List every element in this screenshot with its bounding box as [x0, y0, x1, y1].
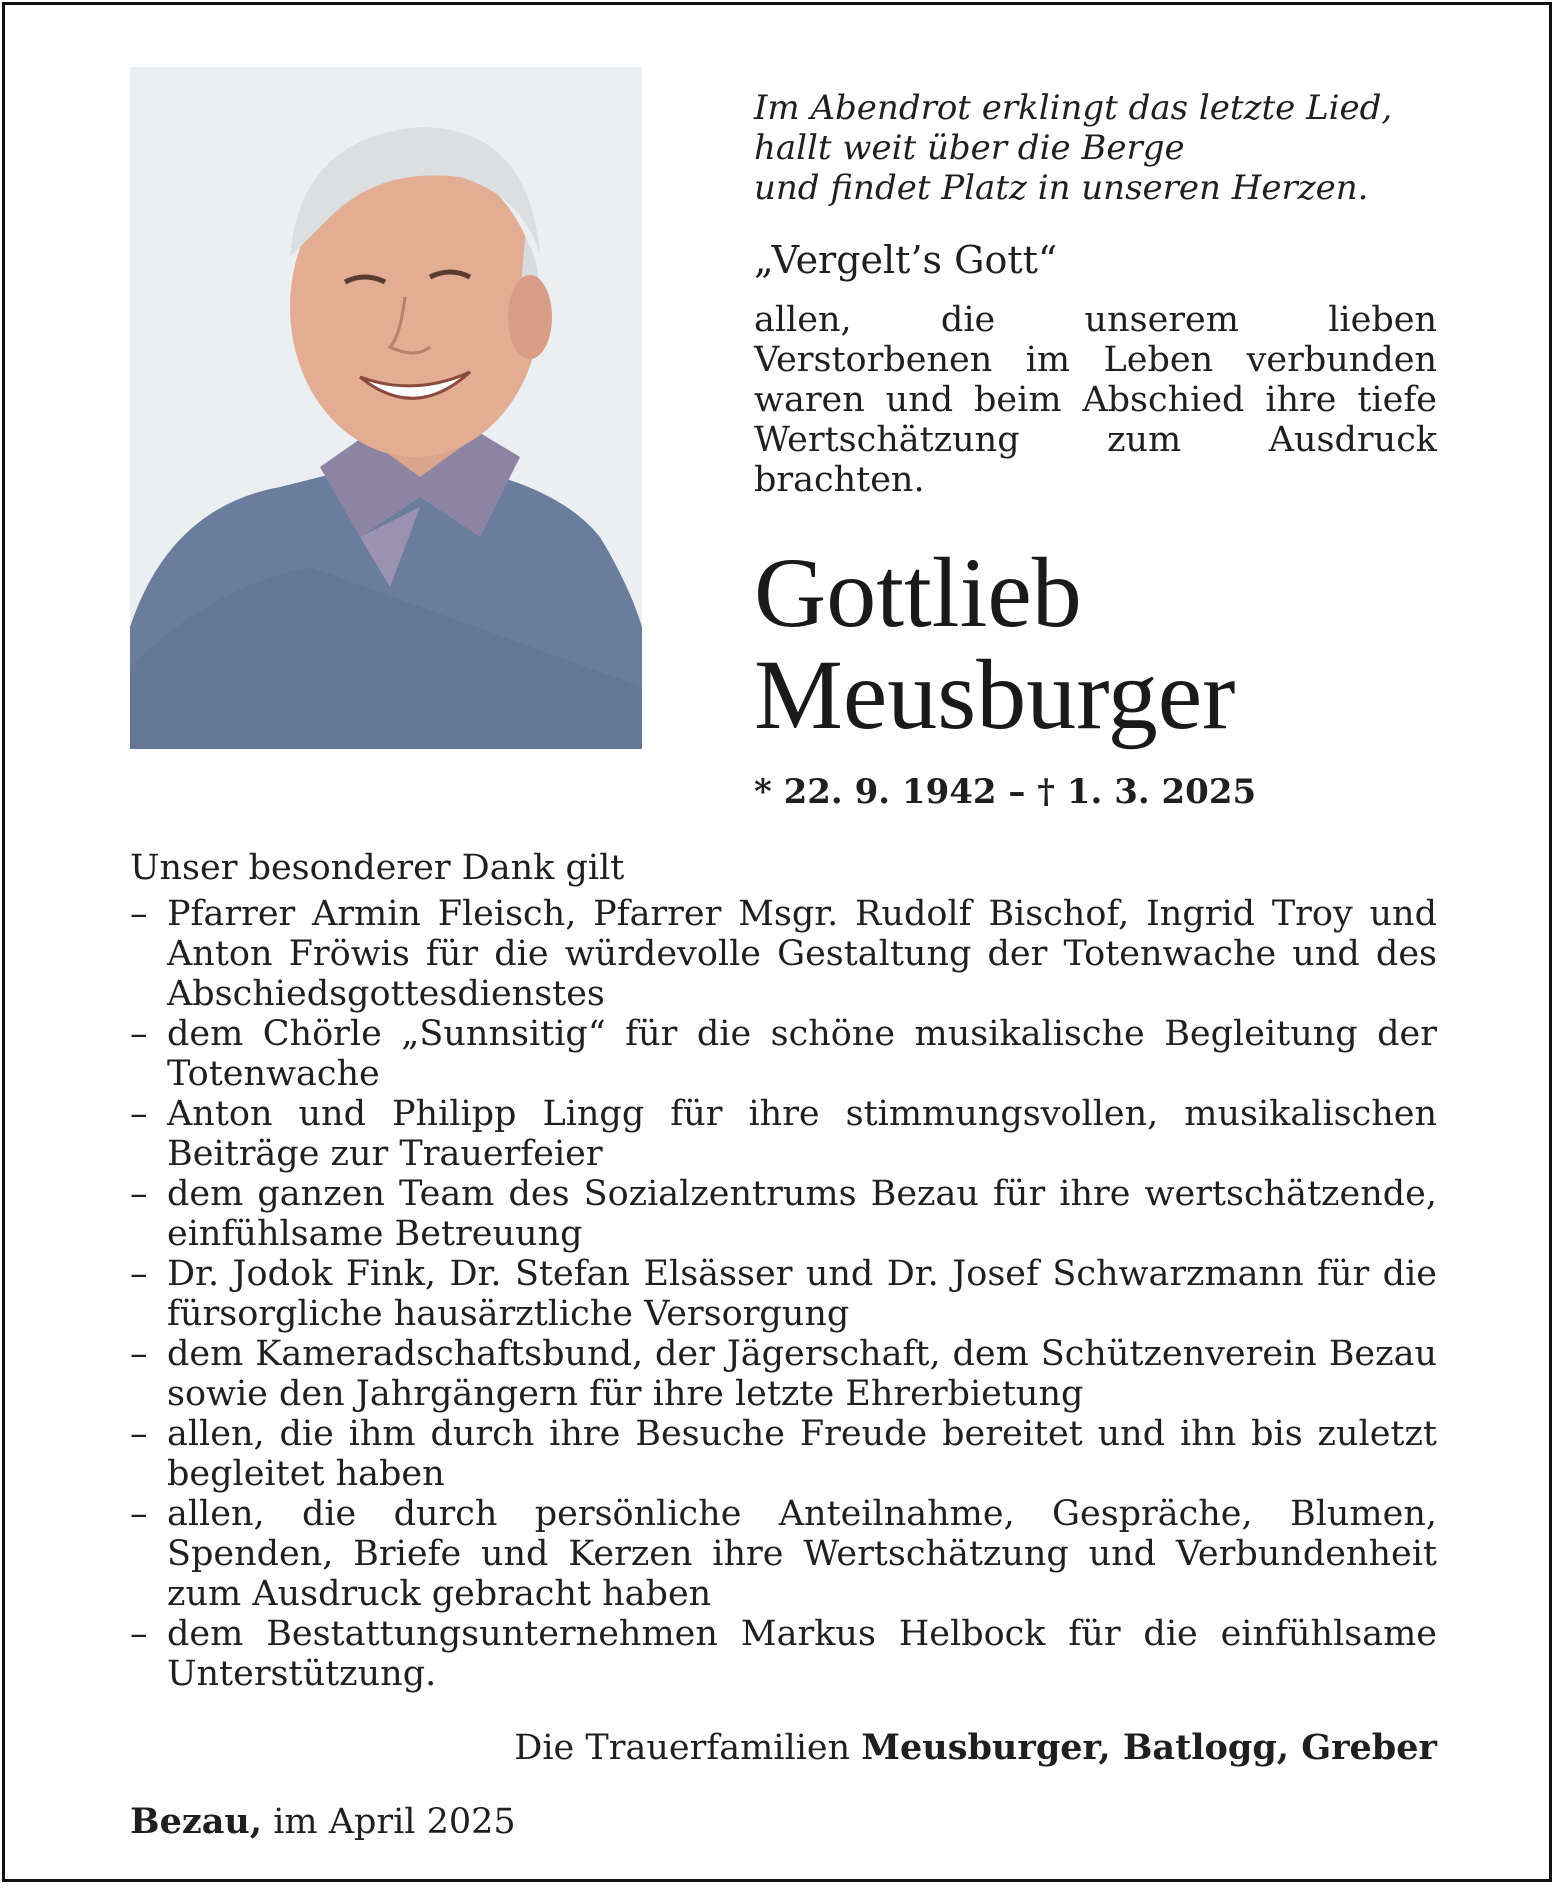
poem	[754, 88, 1437, 208]
deceased-name	[754, 537, 1437, 750]
list-item: – dem Kameradschaftsbund, der Jägerschaft, dem Schützenverein Bezau sowie den Jahrgängern für ihre letzte Ehrerbietung	[130, 1334, 1437, 1414]
list-item: – allen, die ihm durch ihre Besuche Freude bereitet und ihn bis zuletzt begleitet haben	[130, 1414, 1437, 1494]
thanks-list	[130, 894, 1437, 1694]
dash-bullet: –	[130, 894, 148, 934]
list-item: – allen, die durch persönliche Anteilnahme, Gespräche, Blumen, Spenden, Briefe und Kerzen ihre Wertschätzung und Verbundenheit zum Ausdruck gebracht haben	[130, 1494, 1437, 1614]
dash-bullet: –	[130, 1494, 148, 1534]
dash-bullet: –	[130, 1614, 148, 1654]
dash-bullet: –	[130, 1254, 148, 1294]
life-dates: * 22. 9. 1942 – † 1. 3. 2025	[754, 772, 1257, 812]
portrait-photo	[130, 67, 642, 749]
list-item: – Anton und Philipp Lingg für ihre stimmungsvollen, musikalischen Beiträge zur Trauerfeier	[130, 1094, 1437, 1174]
thanks-section	[130, 848, 1437, 1842]
list-item: – Dr. Jodok Fink, Dr. Stefan Elsässer und Dr. Josef Schwarzmann für die fürsorgliche hausärztliche Versorgung	[130, 1254, 1437, 1334]
list-item: – dem Chörle „Sunnsitig“ für die schöne musikalische Begleitung der Totenwache	[130, 1014, 1437, 1094]
signoff-prefix: Die Trauerfamilien	[514, 1728, 851, 1768]
place-town: Bezau,	[130, 1801, 263, 1842]
place-date	[130, 1802, 1437, 1842]
dash-bullet: –	[130, 1014, 148, 1054]
family-names: Meusburger, Batlogg, Greber	[861, 1727, 1437, 1768]
list-item: – Pfarrer Armin Fleisch, Pfarrer Msgr. Rudolf Bischof, Ingrid Troy und Anton Fröwis für die würdevolle Gestaltung der Totenwache und des Abschiedsgottesdienstes	[130, 894, 1437, 1014]
poem-line: hallt weit über die Berge	[754, 128, 1185, 168]
poem-line: Im Abendrot erklingt das letzte Lied,	[754, 88, 1393, 128]
vergelt-heading: „Vergelt’s Gott“	[754, 238, 1058, 282]
poem-line: und findet Platz in unseren Herzen.	[754, 168, 1369, 208]
dash-bullet: –	[130, 1094, 148, 1134]
dash-bullet: –	[130, 1334, 148, 1374]
right-column	[754, 88, 1437, 812]
list-item: – dem ganzen Team des Sozialzentrums Bezau für ihre wertschätzende, einfühlsame Betreuung	[130, 1174, 1437, 1254]
dash-bullet: –	[130, 1414, 148, 1454]
dash-bullet: –	[130, 1174, 148, 1214]
signoff	[130, 1728, 1437, 1768]
place-month: im April 2025	[273, 1802, 516, 1842]
list-item: – dem Bestattungsunternehmen Markus Helbock für die einfühlsame Unterstützung.	[130, 1614, 1437, 1694]
last-name: Meusburger	[754, 639, 1236, 750]
thanks-intro: Unser besonderer Dank gilt	[130, 848, 625, 888]
first-name: Gottlieb	[754, 537, 1082, 648]
thanks-all-text: allen, die unserem lieben Verstorbenen im Leben verbunden waren und beim Abschied ihre tiefe Wertschätzung zum Ausdruck brachten.	[754, 300, 1437, 500]
